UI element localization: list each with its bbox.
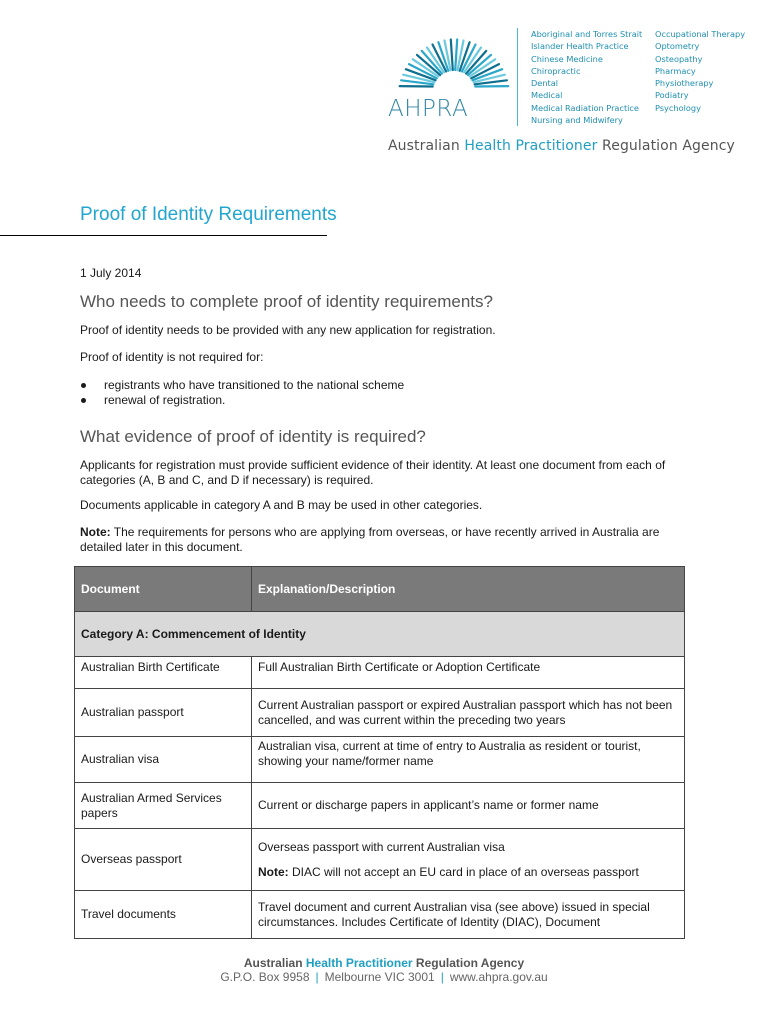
note-text: The requirements for persons who are applying from overseas, or have recently arrived in Australia are detailed later in this document. bbox=[80, 525, 660, 554]
exemption-list bbox=[80, 378, 404, 408]
profession-item: Physiotherapy bbox=[655, 78, 714, 89]
paragraph: Documents applicable in category A and B may be used in other categories. bbox=[80, 498, 483, 512]
table-row bbox=[75, 783, 685, 829]
list-item: renewal of registration. bbox=[80, 393, 404, 408]
footer-contact bbox=[0, 970, 768, 984]
header-divider bbox=[517, 28, 518, 126]
agency-name-part: Australian bbox=[388, 138, 465, 154]
footer-text: Australian bbox=[243, 956, 306, 970]
ahpra-logo-text: AHPRA bbox=[388, 96, 469, 122]
document-date: 1 July 2014 bbox=[80, 266, 142, 280]
paragraph: Proof of identity is not required for: bbox=[80, 350, 264, 364]
professions-column-1 bbox=[531, 28, 642, 126]
document-title: Proof of Identity Requirements bbox=[80, 204, 337, 225]
footer-separator: | bbox=[440, 970, 444, 984]
profession-item: Medical Radiation Practice bbox=[531, 102, 639, 113]
table-row bbox=[75, 657, 685, 689]
note-text: DIAC will not accept an EU card in place of an overseas passport bbox=[288, 864, 639, 879]
description-cell: Current or discharge papers in applicant’s name or former name bbox=[252, 783, 685, 829]
footer-highlight: Health Practitioner bbox=[305, 956, 413, 970]
footer-address: G.P.O. Box 9958 bbox=[220, 970, 310, 984]
title-rule bbox=[0, 235, 327, 236]
list-item: registrants who have transitioned to the national scheme bbox=[80, 378, 404, 393]
logo-ray bbox=[451, 40, 453, 71]
section-heading-what: What evidence of proof of identity is required? bbox=[80, 427, 426, 446]
document-cell: Australian visa bbox=[75, 737, 252, 783]
description-note bbox=[258, 865, 678, 880]
category-a-heading: Category A: Commencement of Identity bbox=[75, 612, 685, 657]
table-row bbox=[75, 829, 685, 891]
footer-agency-name bbox=[0, 956, 768, 970]
table-row bbox=[75, 737, 685, 783]
table-row bbox=[75, 689, 685, 737]
agency-name-part: Regulation Agency bbox=[597, 138, 735, 154]
footer-city: Melbourne VIC 3001 bbox=[324, 970, 435, 984]
document-cell: Overseas passport bbox=[75, 829, 252, 891]
document-cell: Australian Armed Services papers bbox=[75, 783, 252, 829]
column-header-document: Document bbox=[75, 567, 252, 612]
profession-item: Psychology bbox=[655, 102, 701, 113]
profession-item: Aboriginal and Torres Strait bbox=[531, 29, 643, 39]
profession-item: Chinese Medicine bbox=[531, 53, 603, 64]
profession-item: Medical bbox=[531, 90, 563, 101]
document-cell: Australian Birth Certificate bbox=[75, 657, 252, 689]
description-cell: Full Australian Birth Certificate or Adoption Certificate bbox=[252, 657, 685, 689]
category-row bbox=[75, 612, 685, 657]
profession-item: Islander Health Practice bbox=[531, 41, 629, 52]
footer-website-link[interactable]: www.ahpra.gov.au bbox=[449, 970, 548, 984]
professions-column-2 bbox=[655, 28, 745, 114]
identity-documents-table bbox=[74, 566, 685, 939]
logo-ray bbox=[455, 40, 457, 71]
profession-item: Dental bbox=[531, 78, 559, 89]
agency-name-highlight: Health Practitioner bbox=[464, 138, 598, 154]
footer-text: Regulation Agency bbox=[412, 956, 525, 970]
description-cell: Australian visa, current at time of entry to Australia as resident or tourist, showing your name/former name bbox=[252, 737, 685, 783]
note-paragraph bbox=[80, 525, 690, 555]
document-cell: Australian passport bbox=[75, 689, 252, 737]
note-label: Note: bbox=[258, 864, 289, 879]
document-cell: Travel documents bbox=[75, 891, 252, 939]
table-header-row bbox=[75, 567, 685, 612]
profession-item: Pharmacy bbox=[655, 65, 696, 76]
ahpra-logo-mark-icon bbox=[388, 26, 518, 100]
paragraph: Applicants for registration must provide sufficient evidence of their identity. At least one document from each of categories (A, B and C, and D if necessary) is required. bbox=[80, 458, 666, 487]
note-label: Note: bbox=[80, 525, 111, 539]
profession-item: Occupational Therapy bbox=[655, 29, 746, 39]
section-heading-who: Who needs to complete proof of identity requirements? bbox=[80, 292, 493, 311]
description-cell: Travel document and current Australian visa (see above) issued in special circumstances. Includes Certificate of Identity (DIAC), Document bbox=[252, 891, 685, 939]
profession-item: Chiropractic bbox=[531, 65, 581, 76]
description-text: Overseas passport with current Australian visa bbox=[258, 839, 505, 854]
column-header-explanation: Explanation/Description bbox=[252, 567, 685, 612]
description-cell bbox=[252, 829, 685, 891]
agency-name bbox=[388, 138, 735, 154]
paragraph: Proof of identity needs to be provided with any new application for registration. bbox=[80, 323, 496, 337]
profession-item: Podiatry bbox=[655, 90, 689, 101]
description-cell: Current Australian passport or expired Australian passport which has not been cancelled, and was current within the preceding two years bbox=[252, 689, 685, 737]
table-row bbox=[75, 891, 685, 939]
profession-item: Osteopathy bbox=[655, 53, 703, 64]
profession-item: Nursing and Midwifery bbox=[531, 115, 623, 126]
footer-separator: | bbox=[315, 970, 319, 984]
profession-item: Optometry bbox=[655, 41, 700, 52]
